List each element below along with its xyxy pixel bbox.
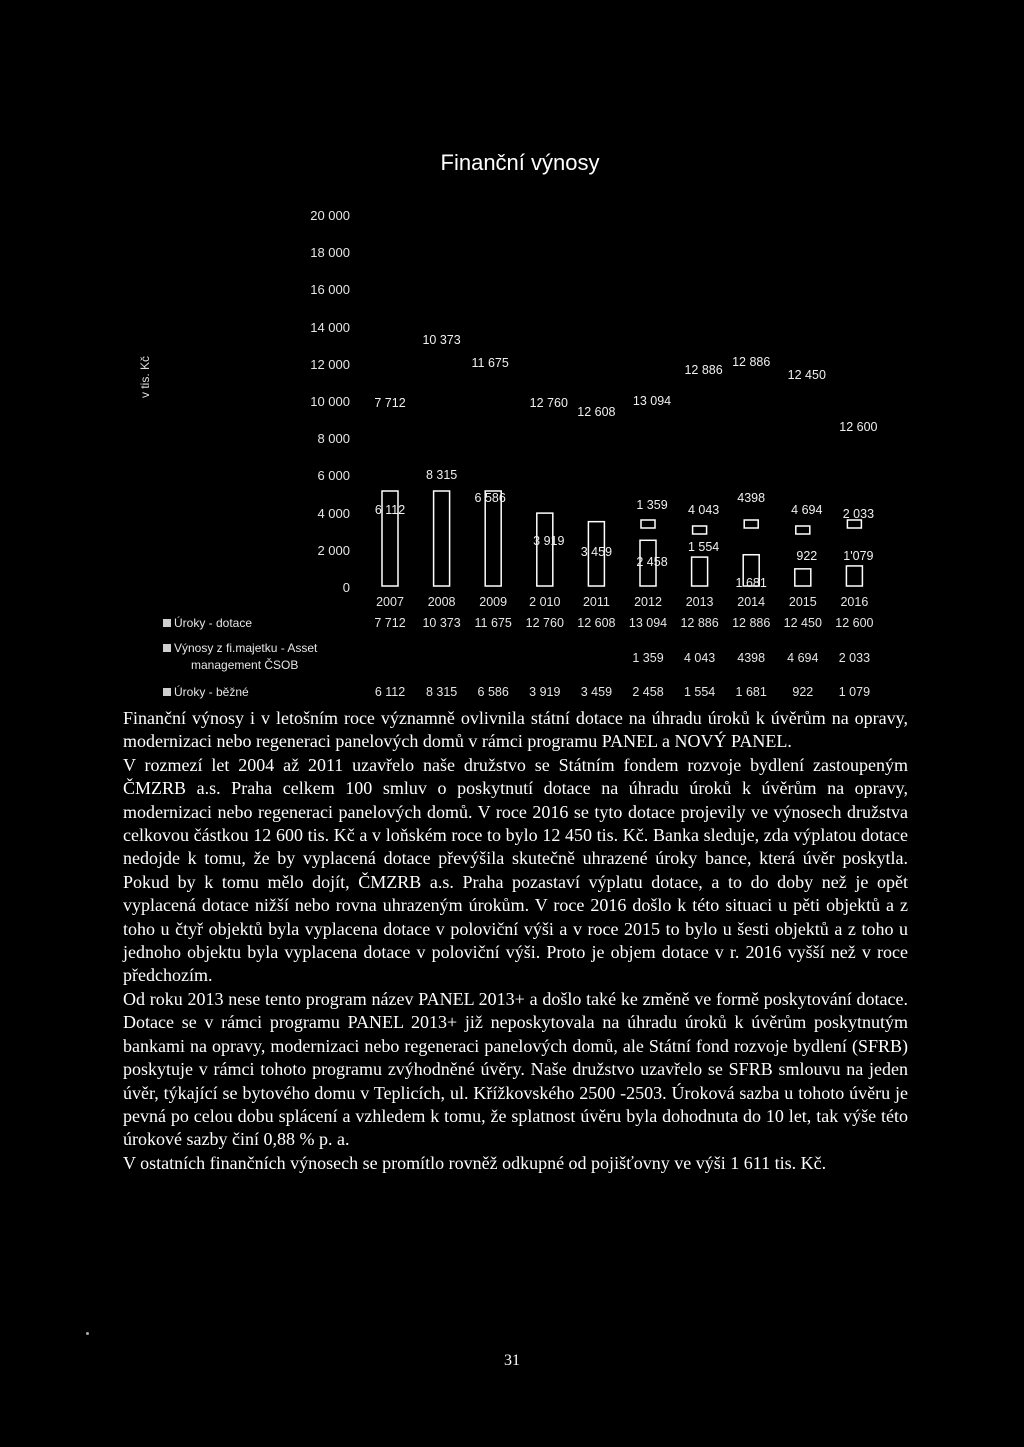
data-label-s0-2: 11 675 (471, 356, 509, 370)
table-cell-s2-9: 1 079 (838, 685, 871, 699)
table-cell-s2-3: 3 919 (529, 685, 561, 699)
stray-dot (86, 1332, 89, 1335)
y-axis-unit-label: v tis. Kč (138, 355, 152, 398)
table-cell-s2-8: 922 (792, 685, 814, 699)
data-label-s0-9: 12 600 (839, 420, 878, 434)
x-tick-label: 2015 (788, 595, 817, 609)
y-tick-label: 8 000 (317, 431, 350, 447)
x-tick-label: 2 010 (529, 595, 561, 609)
data-label-s0-8: 12 450 (787, 368, 826, 382)
bar-asset-2016 (847, 520, 861, 528)
bar-asset-2012 (641, 520, 655, 528)
data-label-s0-4: 12 608 (577, 405, 616, 419)
table-cell-s0-2: 11 675 (474, 616, 512, 630)
legend-swatch-dotace (163, 619, 171, 627)
bar-bezne-2016 (846, 566, 862, 586)
legend-label-asset-line2: management ČSOB (191, 658, 299, 672)
x-tick-label: 2013 (685, 595, 714, 609)
data-label-s0-5: 13 094 (632, 394, 672, 408)
data-label-s2-2: 6 586 (474, 491, 506, 505)
y-tick-label: 16 000 (310, 282, 350, 298)
data-label-s1-8: 4 694 (791, 503, 823, 517)
bar-asset-2015 (796, 526, 810, 534)
table-cell-s1-6: 4 043 (683, 651, 716, 665)
table-cell-s0-1: 10 373 (422, 616, 461, 630)
table-cell-s2-1: 8 315 (425, 685, 458, 699)
data-label-s2-0: 6 112 (374, 503, 406, 517)
y-tick-label: 20 000 (310, 208, 350, 223)
table-cell-s0-7: 12 886 (732, 616, 771, 630)
paragraph-1: Finanční výnosy i v letošním roce významně ovlivnila státní dotace na úhradu úroků k úvěrům na opravy, modernizaci nebo regeneraci panelových domů v rámci programu PANEL a NOVÝ PANEL. (123, 708, 908, 752)
bar-asset-2013 (693, 526, 707, 534)
y-tick-label: 12 000 (310, 356, 350, 372)
data-label-s1-5: 1 359 (636, 498, 668, 512)
paragraph-3: Od roku 2013 nese tento program název PANEL 2013+ a došlo také ke změně ve formě poskytování dotace. Dotace se v rámci programu PANEL 2013+ již neposkytovala na úhradu úroků k úvěrům poskytnutým bankami na opravy, modernizaci nebo regeneraci panelových domů, ale Státní fond rozvoje bydlení (SFRB) poskytuje v rámci tohoto programu zvýhodněné úvěry. Naše družstvo uzavřelo se SFRB smlouvu na jeden úvěr, týkající se bytového domu v Teplicích, ul. Křížkovského 2500 -2503. Úroková sazba u tohoto úvěru je pevná po celou dobu splácení a vzhledem k tomu, že splatnost úvěru byla dohodnuta do 10 let, tak výše této úrokové sazby činí 0,88 % p. a. (123, 988, 908, 1150)
y-tick-label: 2 000 (317, 542, 350, 558)
table-cell-s1-7: 4398 (737, 651, 766, 665)
data-label-s1-7: 4398 (737, 491, 766, 505)
x-tick-label: 2008 (427, 595, 456, 609)
data-label-s0-0: 7 712 (374, 396, 406, 410)
data-label-s2-6: 1 554 (687, 540, 720, 554)
y-tick-label: 4 000 (317, 505, 350, 521)
chart-title: Finanční výnosy (440, 150, 600, 175)
data-label-s2-4: 3 459 (580, 545, 613, 559)
data-label-s2-8: 922 (796, 549, 818, 563)
paragraph-4: V ostatních finančních výnosech se promítlo rovněž odkupné od pojišťovny ve výši 1 611 tis. Kč. (123, 1152, 827, 1173)
legend-row-bezne (163, 685, 249, 699)
legend-swatch-bezne (163, 688, 171, 696)
x-tick-label: 2007 (376, 595, 404, 609)
legend-swatch-asset (163, 644, 171, 652)
data-label-s1-6: 4 043 (687, 503, 720, 517)
y-tick-label: 6 000 (317, 468, 350, 484)
y-tick-label: 0 (342, 580, 350, 595)
data-label-s0-3: 12 760 (529, 396, 568, 410)
bar-bezne-2008 (434, 491, 450, 586)
table-cell-s0-0: 7 712 (374, 616, 406, 630)
x-tick-label: 2009 (479, 595, 508, 609)
body-text (123, 707, 908, 1175)
table-cell-s0-8: 12 450 (783, 616, 822, 630)
y-tick-label: 10 000 (310, 394, 350, 409)
data-label-s2-3: 3 919 (533, 534, 565, 548)
page-number: 31 (504, 1352, 520, 1369)
table-cell-s0-3: 12 760 (525, 616, 564, 630)
table-cell-s0-5: 13 094 (628, 616, 668, 630)
paragraph-2: V rozmezí let 2004 až 2011 uzavřelo naše družstvo se Státním fondem rozvoje bydlení zastoupeným ČMZRB a.s. Praha celkem 100 smluv o poskytnutí dotace na úhradu úroků k úvěrům na opravy, modernizaci nebo regeneraci panelových domů. V roce 2016 se tyto dotace projevily ve výnosech družstva celkovou částkou 12 600 tis. Kč a v loňském roce to bylo 12 450 tis. Kč. Banka sleduje, zda výplatou dotace nedojde k tomu, že by vyplacená dotace převýšila skutečně uhrazené úroky bance, která úvěr poskytla. Pokud by k tomu mělo dojít, ČMZRB a.s. Praha pozastaví výplatu dotace, a to do doby než je opět vyplacená dotace nižší nebo rovna uhrazeným úrokům. V roce 2016 došlo k této situaci u pěti objektů a z toho u čtyř objektů byla vyplacena dotace v poloviční výši a v roce 2015 to bylo u šesti objektů a z toho u jednoho objektu byla vyplacena dotace v poloviční výši. Proto je objem dotace v r. 2016 vyšší než v roce předchozím. (123, 754, 908, 986)
legend-label-asset-line1: Výnosy z fi.majetku - Asset (174, 641, 318, 655)
data-label-s0-6: 12 886 (684, 363, 723, 377)
x-tick-label: 2016 (840, 595, 869, 609)
table-cell-s2-4: 3 459 (580, 685, 613, 699)
legend-label-bezne: Úroky - běžné (174, 685, 249, 699)
table-cell-s2-7: 1 681 (735, 685, 767, 699)
data-label-s2-5: 2 458 (636, 555, 668, 569)
data-label-s1-9: 2 033 (842, 507, 875, 521)
table-cell-s0-4: 12 608 (577, 616, 616, 630)
x-tick-label: 2012 (634, 595, 662, 609)
y-tick-label: 18 000 (310, 245, 350, 261)
bar-bezne-2009 (485, 491, 501, 586)
bar-bezne-2 010 (537, 513, 553, 586)
table-cell-s1-9: 2 033 (838, 651, 871, 665)
table-cell-s2-0: 6 112 (374, 685, 406, 699)
table-cell-s1-5: 1 359 (632, 651, 664, 665)
table-cell-s0-9: 12 600 (835, 616, 874, 630)
bar-bezne-2013 (692, 557, 708, 586)
table-cell-s2-5: 2 458 (632, 685, 664, 699)
data-label-s2-1: 8 315 (425, 468, 458, 482)
table-cell-s1-8: 4 694 (787, 651, 819, 665)
chart-plot-area (0, 0, 1024, 700)
x-tick-label: 2011 (582, 595, 610, 609)
bar-bezne-2015 (795, 569, 811, 586)
bar-asset-2014 (744, 520, 758, 528)
table-cell-s0-6: 12 886 (680, 616, 719, 630)
legend-row-asset (163, 640, 317, 674)
legend-row-dotace (163, 616, 252, 630)
table-cell-s2-6: 1 554 (683, 685, 716, 699)
chart (0, 0, 1024, 700)
y-tick-label: 14 000 (310, 319, 350, 335)
data-label-s0-7: 12 886 (732, 355, 771, 369)
table-cell-s2-2: 6 586 (477, 685, 509, 699)
data-label-s0-1: 10 373 (422, 333, 461, 347)
data-label-s2-7: 1 681 (735, 576, 767, 590)
data-label-s2-9: 1'079 (843, 549, 874, 563)
legend-label-dotace: Úroky - dotace (174, 616, 253, 630)
x-tick-label: 2014 (737, 595, 766, 609)
